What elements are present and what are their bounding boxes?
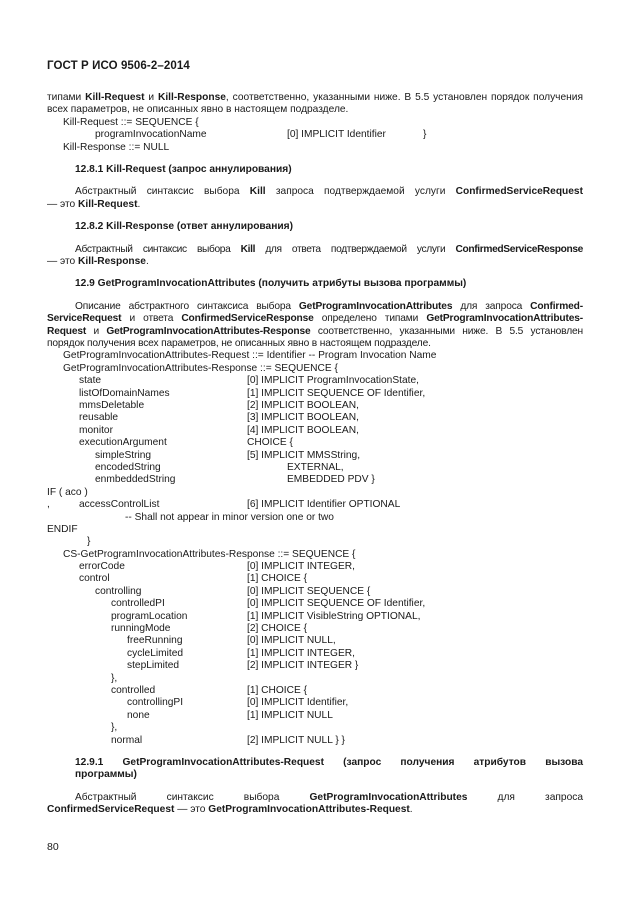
heading-12-9-1-cont: программы) <box>75 769 137 781</box>
heading-12-8-2: 12.8.2 Kill-Response (ответ аннулирования) <box>75 221 293 233</box>
code-line: Kill-Response ::= NULL <box>63 141 170 153</box>
code-line: listOfDomainNames [1] IMPLICIT SEQUENCE OF Identifier, <box>79 387 426 399</box>
code-line: executionArgument CHOICE { <box>79 437 293 449</box>
code-line: freeRunning [0] IMPLICIT NULL, <box>127 635 336 647</box>
paragraph-12-9-1: Абстрактный синтаксис выбора GetProgramInvocationAttributes для запроса ConfirmedServiceRequest — это GetProgramInvocationAttributes-Request. <box>47 791 584 816</box>
paragraph-12-8-1: Абстрактный синтаксис выбора Kill запроса подтверждаемой услуги ConfirmedServiceRequest <box>75 186 583 198</box>
code-line: IF ( aco ) <box>47 486 88 498</box>
heading-12-9-1: 12.9.1 GetProgramInvocationAttributes-Request (запрос получения атрибутов вызова <box>75 756 583 768</box>
intro-paragraph: типами Kill-Request и Kill-Response, соответственно, указанными ниже. В 5.5 установлен порядок получения всех параметров, не описанных явно в настоящем подразделе. <box>47 92 583 116</box>
paragraph-12-8-2-cont: — это Kill-Response. <box>47 256 149 268</box>
heading-12-9: 12.9 GetProgramInvocationAttributes (получить атрибуты вызова программы) <box>75 278 467 290</box>
paragraph-12-8-2: Абстрактный синтаксис выбора Kill для ответа подтверждаемой услуги ConfirmedServiceResponse <box>75 243 583 255</box>
code-line: normal [2] IMPLICIT NULL } } <box>111 734 345 746</box>
code-line: none [1] IMPLICIT NULL <box>127 709 333 721</box>
code-line: controllingPI [0] IMPLICIT Identifier, <box>127 697 349 709</box>
code-line: stepLimited [2] IMPLICIT INTEGER } <box>127 660 359 672</box>
code-line: runningMode [2] CHOICE { <box>111 623 308 635</box>
code-line: , accessControlList [6] IMPLICIT Identifier OPTIONAL <box>47 499 401 511</box>
code-line: reusable [3] IMPLICIT BOOLEAN, <box>79 412 359 424</box>
heading-12-8-1: 12.8.1 Kill-Request (запрос аннулирования) <box>75 163 292 175</box>
code-line: simpleString [5] IMPLICIT MMSString, <box>95 449 361 461</box>
code-line: controlled [1] CHOICE { <box>111 685 308 696</box>
code-line: CS-GetProgramInvocationAttributes-Response ::= SEQUENCE { <box>63 548 356 560</box>
code-line: state [0] IMPLICIT ProgramInvocationState, <box>79 375 419 387</box>
code-comment-line: -- Shall not appear in minor version one or two <box>125 511 334 523</box>
code-line: programLocation [1] IMPLICIT VisibleString OPTIONAL, <box>111 610 421 622</box>
code-line: }, <box>111 722 118 734</box>
code-line: encodedString EXTERNAL, <box>95 461 344 473</box>
code-line: enmbeddedString EMBEDDED PDV } <box>95 474 375 486</box>
page-content <box>47 92 583 817</box>
code-line: GetProgramInvocationAttributes-Response ::= SEQUENCE { <box>63 362 338 374</box>
code-line: GetProgramInvocationAttributes-Request ::= Identifier -- Program Invocation Name <box>63 350 437 362</box>
code-line: monitor [4] IMPLICIT BOOLEAN, <box>79 424 359 436</box>
paragraph-12-8-1-cont: — это Kill-Request. <box>47 198 141 210</box>
code-line: cycleLimited [1] IMPLICIT INTEGER, <box>127 647 355 659</box>
code-block-kill <box>47 117 583 154</box>
code-line: controlledPI [0] IMPLICIT SEQUENCE OF Identifier, <box>111 598 426 610</box>
code-block-get-program-invocation-attributes <box>47 350 583 747</box>
paragraph-12-9: Описание абстрактного синтаксиса выбора GetProgramInvocationAttributes для запроса Confirmed-ServiceRequest и ответа ConfirmedServiceResponse определено типами GetProgramInvocationAttributes-Request и GetProgramInvocationAttributes-Response соответственно, указанными ниже. В 5.5 установлен порядок получения всех параметров, не описанных явно в настоящем подразделе. <box>47 300 583 350</box>
code-line: controlling [0] IMPLICIT SEQUENCE { <box>95 585 371 597</box>
code-line: errorCode [0] IMPLICIT INTEGER, <box>79 561 355 573</box>
code-line: }, <box>111 672 118 684</box>
page-number: 80 <box>47 841 59 853</box>
code-line: programInvocationName [0] IMPLICIT Identifier } <box>95 129 427 141</box>
code-line: control [1] CHOICE { <box>79 573 308 585</box>
code-line: Kill-Request ::= SEQUENCE { <box>63 116 199 128</box>
code-line: mmsDeletable [2] IMPLICIT BOOLEAN, <box>79 400 359 412</box>
code-line: } <box>87 536 91 548</box>
code-line: ENDIF <box>47 523 78 535</box>
document-header: ГОСТ Р ИСО 9506-2–2014 <box>47 60 190 72</box>
